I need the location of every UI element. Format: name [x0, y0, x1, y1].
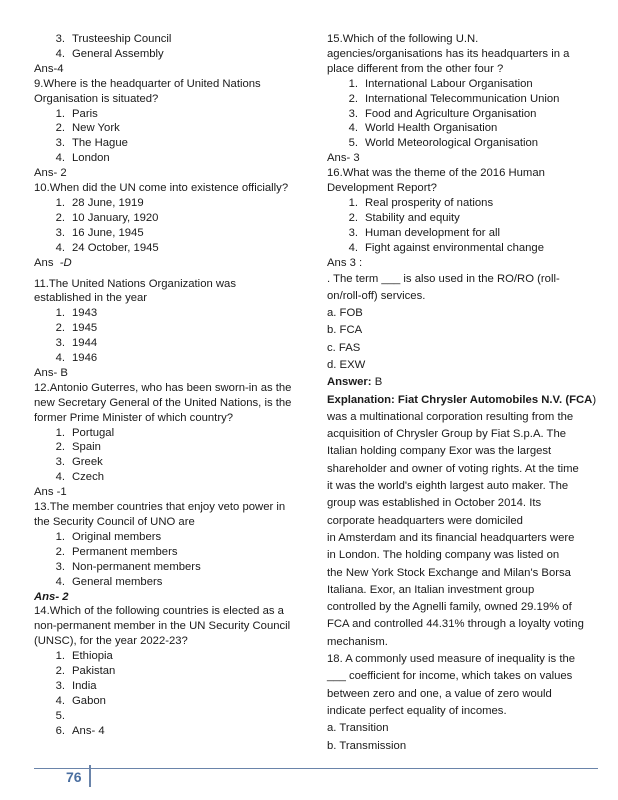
answer-13: Ans- 2 — [34, 590, 69, 603]
question-18-line: indicate perfect equality of incomes. — [327, 704, 507, 717]
explanation-fca: FCA — [569, 393, 593, 406]
answer-label: Answer: — [327, 376, 372, 389]
option-item: 1. Paris — [55, 107, 98, 120]
option-item: 1. Ethiopia — [55, 650, 113, 663]
option-text: Pakistan — [72, 665, 116, 678]
option-item: d. EXW — [327, 358, 366, 371]
option-text: 28 June, 1919 — [72, 196, 144, 209]
option-item: 3. 16 June, 1945 — [55, 226, 144, 239]
option-item: 5. World Meteorological Organisation — [348, 137, 539, 150]
question-15-line-1: 15.Which of the following U.N. — [327, 33, 479, 45]
option-item: 5. — [55, 709, 65, 722]
option-text: General Assembly — [72, 47, 164, 60]
option-text: Paris — [72, 107, 98, 120]
option-item: 1. International Labour Organisation — [348, 77, 533, 90]
option-text: India — [72, 679, 97, 692]
explanation-line: corporate headquarters were domiciled — [327, 514, 523, 527]
option-item: a. FOB — [327, 307, 363, 320]
explanation-line: in London. The holding company was listed on — [327, 549, 560, 562]
option-text: Spain — [72, 441, 101, 454]
option-item: 2. 1945 — [55, 322, 98, 335]
option-text: Portugal — [72, 426, 115, 439]
option-text: Greek — [72, 456, 103, 469]
question-18-line: ___ coefficient for income, which takes on values — [327, 670, 573, 683]
answer-11: Ans- B — [34, 366, 68, 379]
option-item: 1. Portugal — [55, 426, 115, 439]
explanation-heading — [327, 392, 597, 409]
option-text: Czech — [72, 471, 105, 484]
explanation-line: it was the world's eighth largest auto maker. The — [327, 480, 569, 493]
question-17-line-2: on/roll-off) services. — [327, 289, 426, 302]
option-item: 3. Non-permanent members — [55, 560, 201, 573]
answer-value: -D — [59, 256, 72, 269]
question-16-line-2: Development Report? — [327, 182, 437, 195]
page-number: 76 — [66, 769, 82, 785]
option-item: 4. 24 October, 1945 — [55, 241, 159, 254]
option-text: World Meteorological Organisation — [365, 137, 539, 150]
option-item: b. Transmission — [327, 739, 407, 752]
option-item: a. Transition — [327, 722, 389, 735]
explanation-line: shareholder and owner of voting rights. At the time — [327, 462, 579, 475]
option-text: Permanent members — [72, 545, 178, 558]
answer-value: B — [374, 376, 383, 389]
option-text: Ans- 4 — [72, 724, 105, 737]
option-text: International Telecommunication Union — [365, 92, 560, 105]
option-item: 3. Trusteeship Council — [55, 33, 172, 45]
option-item: 2. Permanent members — [55, 545, 178, 558]
option-item: 2. New York — [55, 122, 120, 135]
question-17-line-1: . The term ___ is also used in the RO/RO (roll- — [327, 272, 560, 285]
left-column — [34, 32, 296, 739]
option-item: 3. Human development for all — [348, 226, 501, 239]
explanation-line: in Amsterdam and its financial headquarters were — [327, 531, 575, 544]
option-item: 3. Greek — [55, 456, 103, 469]
answer-15: Ans- 3 — [327, 152, 360, 165]
question-11-line-2: established in the year — [34, 292, 148, 305]
option-item: 4. Fight against environmental change — [348, 241, 544, 254]
right-column — [327, 32, 597, 755]
option-text: Fight against environmental change — [365, 241, 544, 254]
option-item: 4. Czech — [55, 471, 105, 484]
option-text: The Hague — [72, 137, 128, 150]
footer-rule — [34, 768, 598, 769]
option-item: 1. Real prosperity of nations — [348, 196, 494, 209]
question-16-line-1: 16.What was the theme of the 2016 Human — [327, 167, 545, 180]
option-text: Non-permanent members — [72, 560, 201, 573]
explanation-close: ) — [592, 393, 597, 406]
option-text: Gabon — [72, 694, 106, 707]
question-14-line-1: 14.Which of the following countries is elected as a — [34, 605, 284, 618]
option-item: 1. Original members — [55, 530, 162, 543]
option-text: 10 January, 1920 — [72, 211, 159, 224]
explanation-line: Italiana. Exor, an Italian investment group — [327, 583, 535, 596]
option-text: 16 June, 1945 — [72, 226, 144, 239]
option-item: 2. Stability and equity — [348, 211, 460, 224]
option-text: Food and Agriculture Organisation — [365, 107, 537, 120]
option-item: 4. General members — [55, 575, 163, 588]
question-12-line-2: new Secretary General of the United Nations, is the — [34, 396, 292, 409]
question-13-line-1: 13.The member countries that enjoy veto power in — [34, 501, 286, 514]
option-text: 1944 — [72, 337, 98, 350]
option-text: World Health Organisation — [365, 122, 498, 135]
answer-prefix: Ans — [34, 256, 54, 269]
option-item: 4. World Health Organisation — [348, 122, 498, 135]
option-item: 2. Spain — [55, 441, 101, 454]
answer-9: Ans- 2 — [34, 167, 67, 180]
option-item: 4. Gabon — [55, 694, 106, 707]
explanation-line: mechanism. — [327, 635, 388, 648]
explanation-line: FCA and controlled 44.31% through a loyalty voting — [327, 618, 584, 631]
question-15-line-2: agencies/organisations has its headquarters in a — [327, 47, 570, 60]
question-15-line-3: place different from the other four ? — [327, 62, 504, 75]
option-text: Original members — [72, 530, 162, 543]
option-item: 3. The Hague — [55, 137, 128, 150]
option-text: Real prosperity of nations — [365, 196, 494, 209]
question-11-line-1: 11.The United Nations Organization was — [34, 277, 236, 290]
explanation-label: Explanation: Fiat Chrysler Automobiles N.V. ( — [327, 393, 570, 406]
option-item: 6. Ans- 4 — [55, 724, 105, 737]
question-18-line: 18. A commonly used measure of inequality is the — [327, 653, 576, 666]
option-text: 1945 — [72, 322, 98, 335]
footer-divider — [89, 765, 91, 787]
question-9-line-2: Organisation is situated? — [34, 92, 159, 105]
option-item: 2. Pakistan — [55, 665, 116, 678]
option-item: 1. 28 June, 1919 — [55, 196, 144, 209]
explanation-line: Italian holding company Exor was the largest — [327, 445, 552, 458]
option-item: c. FAS — [327, 341, 361, 354]
question-9-line-1: 9.Where is the headquarter of United Nations — [34, 77, 261, 90]
option-text: 1946 — [72, 352, 98, 365]
answer-8: Ans-4 — [34, 62, 64, 75]
option-item: 3. India — [55, 679, 97, 692]
answer-10 — [34, 256, 296, 271]
option-item: 4. 1946 — [55, 352, 98, 365]
question-13-line-2: the Security Council of UNO are — [34, 516, 195, 528]
question-12-line-3: former Prime Minister of which country? — [34, 411, 234, 424]
explanation-line: group was established in October 2014. Its — [327, 497, 542, 510]
option-text: Stability and equity — [365, 211, 460, 224]
option-item: 1. 1943 — [55, 307, 98, 320]
option-text: New York — [72, 122, 120, 135]
option-item: b. FCA — [327, 324, 363, 337]
option-text: Human development for all — [365, 226, 501, 239]
answer-12: Ans -1 — [34, 486, 67, 499]
option-text: Trusteeship Council — [72, 33, 172, 45]
explanation-line: the New York Stock Exchange and Milan's Borsa — [327, 566, 571, 579]
explanation-line: was a multinational corporation resulting from the — [327, 410, 574, 423]
option-item: 4. General Assembly — [55, 47, 164, 60]
explanation-line: controlled by the Agnelli family, owned 29.19% of — [327, 601, 572, 614]
question-18-line: between zero and one, a value of zero would — [327, 687, 552, 700]
option-text: London — [72, 152, 110, 165]
explanation-line: acquisition of Chrysler Group by Fiat S.p.A. The — [327, 428, 567, 441]
question-14-line-3: (UNSC), for the year 2022-23? — [34, 635, 188, 648]
option-item: 2. International Telecommunication Union — [348, 92, 560, 105]
option-item: 3. 1944 — [55, 337, 98, 350]
option-text: 24 October, 1945 — [72, 241, 159, 254]
option-item: 3. Food and Agriculture Organisation — [348, 107, 537, 120]
option-text: International Labour Organisation — [365, 77, 533, 90]
option-text: 1943 — [72, 307, 98, 320]
question-14-line-2: non-permanent member in the UN Security Council — [34, 620, 291, 633]
question-10: 10.When did the UN come into existence officially? — [34, 182, 289, 195]
answer-16: Ans 3 : — [327, 256, 363, 269]
option-text: General members — [72, 575, 163, 588]
option-text: Ethiopia — [72, 650, 113, 663]
answer-17 — [327, 374, 589, 391]
option-item: 2. 10 January, 1920 — [55, 211, 159, 224]
option-item: 4. London — [55, 152, 110, 165]
question-12-line-1: 12.Antonio Guterres, who has been sworn-in as the — [34, 381, 292, 394]
